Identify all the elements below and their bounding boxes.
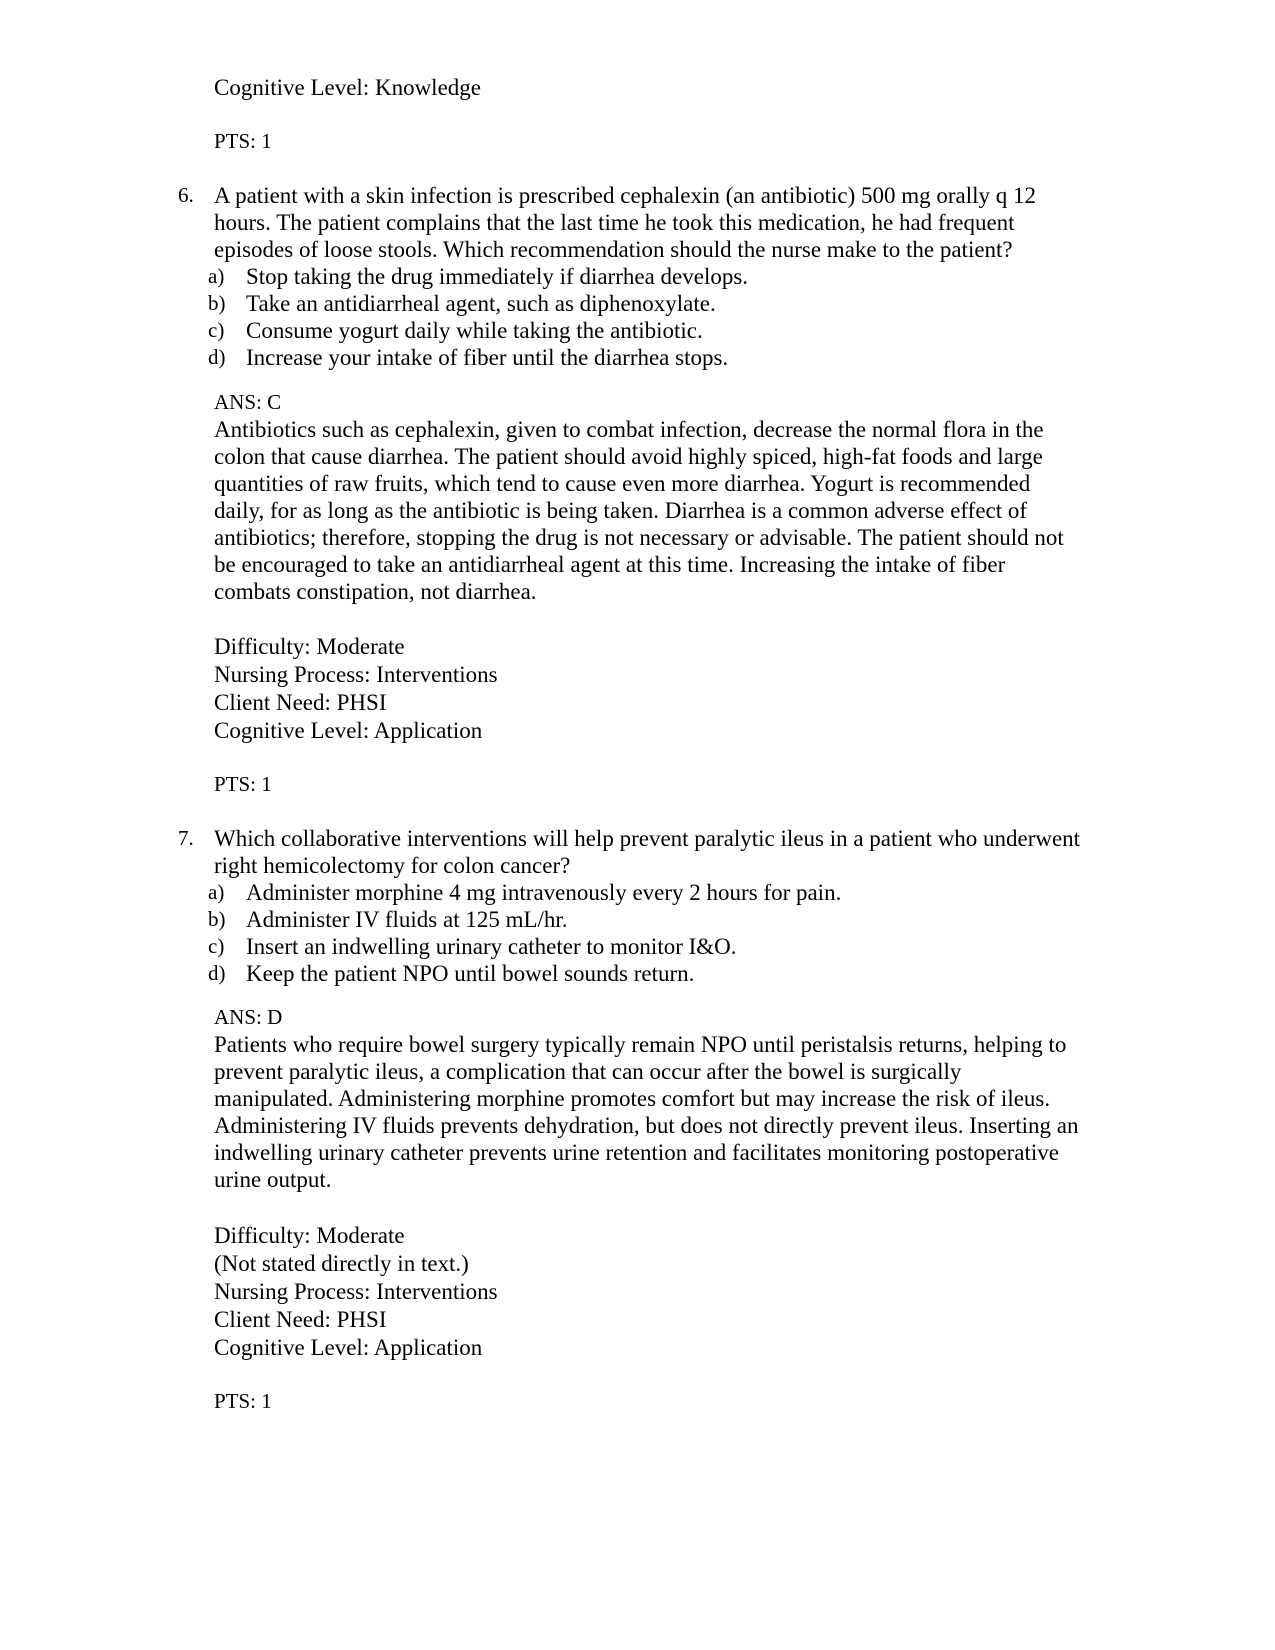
- cognitive-level: Cognitive Level: Knowledge: [214, 75, 481, 100]
- option-letter: d): [208, 961, 226, 985]
- rationale-line: daily, for as long as the antibiotic is being taken. Diarrhea is a common adverse effect of: [214, 498, 1028, 523]
- rationale-line: Antibiotics such as cephalexin, given to combat infection, decrease the normal flora in the: [214, 417, 1044, 442]
- rationale-line: urine output.: [214, 1167, 332, 1192]
- option-text: Keep the patient NPO until bowel sounds return.: [246, 961, 695, 986]
- question-stem-line: right hemicolectomy for colon cancer?: [214, 853, 571, 878]
- option-text: Administer morphine 4 mg intravenously every 2 hours for pain.: [246, 880, 842, 905]
- option-letter: b): [208, 907, 226, 931]
- option-letter: a): [208, 880, 225, 904]
- question-stem-line: episodes of loose stools. Which recommendation should the nurse make to the patient?: [214, 237, 1013, 262]
- question-stem-line: Which collaborative interventions will help prevent paralytic ileus in a patient who underwent: [214, 826, 1081, 851]
- option-letter: a): [208, 264, 225, 288]
- rationale-line: colon that cause diarrhea. The patient should avoid highly spiced, high-fat foods and large: [214, 444, 1043, 469]
- difficulty: Difficulty: Moderate: [214, 634, 405, 659]
- client-need: Client Need: PHSI: [214, 1307, 387, 1332]
- question-number: 7.: [178, 826, 194, 850]
- option-text: Increase your intake of fiber until the diarrhea stops.: [246, 345, 729, 370]
- option-letter: d): [208, 345, 226, 369]
- rationale-line: prevent paralytic ileus, a complication that can occur after the bowel is surgically: [214, 1059, 962, 1084]
- cognitive-level: Cognitive Level: Application: [214, 1335, 483, 1360]
- difficulty: Difficulty: Moderate: [214, 1223, 405, 1248]
- option-letter: c): [208, 934, 225, 958]
- answer-key: ANS: D: [214, 1005, 283, 1029]
- answer-key: ANS: C: [214, 390, 282, 414]
- rationale-line: indwelling urinary catheter prevents urine retention and facilitates monitoring postoperative: [214, 1140, 1059, 1165]
- option-text: Stop taking the drug immediately if diarrhea develops.: [246, 264, 749, 289]
- difficulty-note: (Not stated directly in text.): [214, 1251, 469, 1276]
- rationale-line: be encouraged to take an antidiarrheal agent at this time. Increasing the intake of fiber: [214, 552, 1006, 577]
- question-stem-line: A patient with a skin infection is prescribed cephalexin (an antibiotic) 500 mg orally q 12: [214, 183, 1037, 208]
- nursing-process: Nursing Process: Interventions: [214, 662, 498, 687]
- option-letter: b): [208, 291, 226, 315]
- nursing-process: Nursing Process: Interventions: [214, 1279, 498, 1304]
- cognitive-level: Cognitive Level: Application: [214, 718, 483, 743]
- points: PTS: 1: [214, 772, 272, 796]
- rationale-line: manipulated. Administering morphine promotes comfort but may increase the risk of ileus.: [214, 1086, 1051, 1111]
- rationale-line: Patients who require bowel surgery typically remain NPO until peristalsis returns, helping to: [214, 1032, 1067, 1057]
- points: PTS: 1: [214, 129, 272, 153]
- points: PTS: 1: [214, 1389, 272, 1413]
- question-number: 6.: [178, 183, 194, 207]
- option-text: Insert an indwelling urinary catheter to monitor I&O.: [246, 934, 737, 959]
- rationale-line: quantities of raw fruits, which tend to cause even more diarrhea. Yogurt is recommended: [214, 471, 1031, 496]
- question-stem-line: hours. The patient complains that the last time he took this medication, he had frequent: [214, 210, 1015, 235]
- option-letter: c): [208, 318, 225, 342]
- option-text: Administer IV fluids at 125 mL/hr.: [246, 907, 568, 932]
- rationale-line: Administering IV fluids prevents dehydration, but does not directly prevent ileus. Inserting an: [214, 1113, 1079, 1138]
- client-need: Client Need: PHSI: [214, 690, 387, 715]
- option-text: Take an antidiarrheal agent, such as diphenoxylate.: [246, 291, 716, 316]
- rationale-line: combats constipation, not diarrhea.: [214, 579, 537, 604]
- option-text: Consume yogurt daily while taking the antibiotic.: [246, 318, 703, 343]
- rationale-line: antibiotics; therefore, stopping the drug is not necessary or advisable. The patient should not: [214, 525, 1064, 550]
